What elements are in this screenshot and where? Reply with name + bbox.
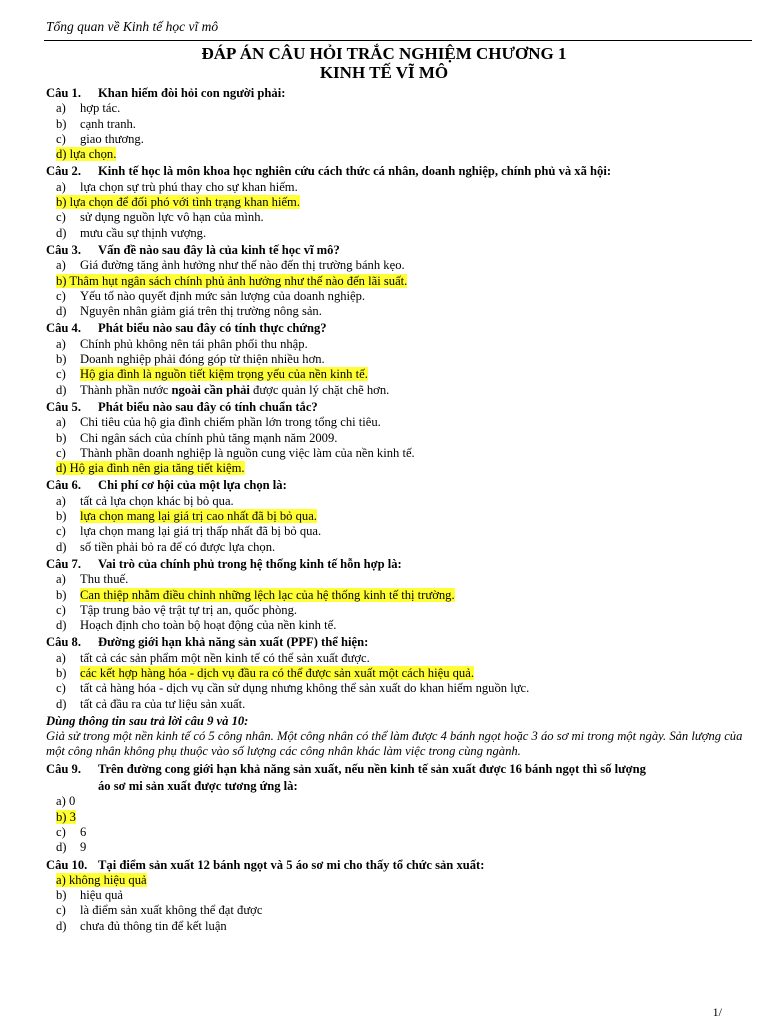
option-10c: c) là điểm sản xuất không thể đạt được bbox=[56, 903, 263, 918]
option-3a: a) Giá đường tăng ảnh hưởng như thế nào đến thị trường bánh kẹo. bbox=[56, 258, 405, 273]
page-number: 1/ bbox=[712, 1005, 722, 1019]
option-2d: d) mưu cầu sự thịnh vượng. bbox=[56, 225, 207, 240]
question-text: Phát biểu nào sau đây có tính thực chứng? bbox=[98, 321, 327, 336]
option-1d-answer: d) lựa chọn. bbox=[56, 147, 117, 162]
question-7: Câu 7. Vai trò của chính phủ trong hệ thống kinh tế hỗn hợp là: bbox=[46, 556, 402, 571]
option-3b-answer: b) Thâm hụt ngân sách chính phủ ảnh hưởng như thế nào đến lãi suất. bbox=[56, 273, 408, 288]
option-1c: c) giao thương. bbox=[56, 131, 144, 146]
question-text: Khan hiếm đòi hỏi con người phải: bbox=[98, 86, 286, 100]
option-4a: a) Chính phủ không nên tái phân phối thu nhập. bbox=[56, 336, 308, 351]
question-list bbox=[46, 84, 752, 934]
question-text: Vai trò của chính phủ trong hệ thống kinh tế hỗn hợp là: bbox=[98, 556, 402, 571]
option-4c-answer: c) Hộ gia đình là nguồn tiết kiệm trọng yếu của nền kinh tế. bbox=[56, 367, 368, 382]
question-text: Tại điểm sản xuất 12 bánh ngọt và 5 áo sơ mi cho thấy tổ chức sản xuất: bbox=[98, 857, 485, 872]
option-8a: a) tất cả các sản phẩm một nền kinh tế có thể sản xuất được. bbox=[56, 650, 370, 665]
option-7c: c) Tập trung bảo vệ trật tự trị an, quốc phòng. bbox=[56, 602, 298, 617]
question-text: Phát biểu nào sau đây có tính chuẩn tắc? bbox=[98, 399, 318, 414]
option-5c: c) Thành phần doanh nghiệp là nguồn cung việc làm của nền kinh tế. bbox=[56, 445, 415, 460]
question-text: Chi phí cơ hội của một lựa chọn là: bbox=[98, 478, 287, 493]
option-10d: d) chưa đủ thông tin để kết luận bbox=[56, 918, 227, 933]
option-10b: b) hiệu quả bbox=[56, 888, 124, 903]
info-text: Giả sử trong một nền kinh tế có 5 công nhân. Một công nhân có thể làm được 4 bánh ngọt hoặc 3 áo sơ mi trong một ngày. Sản lượng của một công nhân không phụ thuộc vào số lượng các công nhân khác làm việc trong cùng ngành. bbox=[46, 729, 743, 759]
question-8: Câu 8. Đường giới hạn khả năng sản xuất (PPF) thể hiện: bbox=[46, 635, 369, 650]
option-2c: c) sử dụng nguồn lực vô hạn của mình. bbox=[56, 210, 264, 225]
option-4b: b) Doanh nghiệp phải đóng góp từ thiện nhiều hơn. bbox=[56, 352, 325, 367]
option-8d: d) tất cả đầu ra của tư liệu sản xuất. bbox=[56, 696, 246, 711]
question-3: Câu 3. Vấn đề nào sau đây là của kinh tế học vĩ mô? bbox=[46, 242, 340, 257]
running-header: Tổng quan về Kinh tế học vĩ mô bbox=[46, 19, 219, 34]
option-2b-answer: b) lựa chọn để đối phó với tình trạng khan hiếm. bbox=[56, 195, 300, 210]
option-7a: a) Thu thuế. bbox=[56, 572, 129, 587]
option-1a: a) hợp tác. bbox=[56, 101, 121, 116]
option-3c: c) Yếu tố nào quyết định mức sản lượng của doanh nghiệp. bbox=[56, 288, 366, 303]
option-8c: c) tất cả hàng hóa - dịch vụ cần sử dụng nhưng không thể sản xuất do khan hiếm nguồn lực. bbox=[56, 681, 530, 696]
title-line-1: ĐÁP ÁN CÂU HỎI TRẮC NGHIỆM CHƯƠNG 1 bbox=[201, 44, 567, 63]
option-5b: b) Chi ngân sách của chính phủ tăng mạnh năm 2009. bbox=[56, 430, 338, 445]
info-heading: Dùng thông tin sau trả lời câu 9 và 10: bbox=[46, 713, 249, 728]
option-10a-answer: a) không hiệu quả bbox=[56, 872, 147, 887]
question-9: Câu 9. Trên đường cong giới hạn khả năng sản xuất, nếu nền kinh tế sản xuất được 16 bánh ngọt thì số lượng bbox=[46, 761, 646, 776]
option-1b: b) cạnh tranh. bbox=[56, 116, 136, 131]
question-10: Câu 10. Tại điểm sản xuất 12 bánh ngọt và 5 áo sơ mi cho thấy tổ chức sản xuất: bbox=[46, 857, 485, 872]
option-7d: d) Hoạch định cho toàn bộ hoạt động của nền kinh tế. bbox=[56, 618, 337, 633]
question-text: Trên đường cong giới hạn khả năng sản xuất, nếu nền kinh tế sản xuất được 16 bánh ngọt thì số lượng bbox=[98, 761, 646, 776]
question-6: Câu 6. Chi phí cơ hội của một lựa chọn là: bbox=[46, 478, 287, 493]
question-text: Đường giới hạn khả năng sản xuất (PPF) thể hiện: bbox=[98, 635, 369, 650]
title-line-2: KINH TẾ VĨ MÔ bbox=[319, 63, 449, 82]
question-1: Câu 1. Khan hiếm đòi hỏi con người phải: bbox=[46, 86, 286, 100]
question-text: Kinh tế học là môn khoa học nghiên cứu cách thức cá nhân, doanh nghiệp, chính phủ và xã hội: bbox=[98, 164, 612, 179]
option-6b-answer: b) lựa chọn mang lại giá trị cao nhất đã bị bỏ qua. bbox=[56, 509, 317, 524]
option-9d: d) 9 bbox=[56, 840, 87, 855]
option-5a: a) Chi tiêu của hộ gia đình chiếm phần lớn trong tổng chi tiêu. bbox=[56, 415, 381, 430]
option-6a: a) tất cả lựa chọn khác bị bỏ qua. bbox=[56, 493, 234, 508]
option-9a: a) 0 bbox=[56, 794, 76, 809]
option-9c: c) 6 bbox=[56, 824, 87, 839]
question-9-continued: áo sơ mi sản xuất được tương ứng là: bbox=[98, 779, 298, 794]
question-text: Vấn đề nào sau đây là của kinh tế học vĩ mô? bbox=[98, 242, 340, 257]
question-4: Câu 4. Phát biểu nào sau đây có tính thực chứng? bbox=[46, 321, 327, 336]
option-7b-answer: b) Can thiệp nhằm điều chỉnh những lệch lạc của hệ thống kinh tế thị trường. bbox=[56, 587, 455, 602]
option-8b-answer: b) các kết hợp hàng hóa - dịch vụ đầu ra có thể được sản xuất một cách hiệu quả. bbox=[56, 665, 474, 680]
option-3d: d) Nguyên nhân giảm giá trên thị trường nông sản. bbox=[56, 304, 322, 319]
question-5: Câu 5. Phát biểu nào sau đây có tính chuẩn tắc? bbox=[46, 399, 318, 414]
option-6c: c) lựa chọn mang lại giá trị thấp nhất đã bị bỏ qua. bbox=[56, 524, 322, 539]
question-2: Câu 2. Kinh tế học là môn khoa học nghiên cứu cách thức cá nhân, doanh nghiệp, chính phủ và xã hội: bbox=[46, 164, 612, 179]
option-2a: a) lựa chọn sự trù phú thay cho sự khan hiếm. bbox=[56, 179, 298, 194]
option-6d: d) số tiền phải bỏ ra để có được lựa chọn. bbox=[56, 539, 276, 554]
option-4d: d) Thành phần nước ngoài cần phải được quản lý chặt chẽ hơn. bbox=[56, 382, 390, 397]
header-rule bbox=[44, 40, 752, 41]
option-9b-answer: b) 3 bbox=[56, 809, 76, 824]
option-5d-answer: d) Hộ gia đình nên gia tăng tiết kiệm. bbox=[56, 461, 245, 476]
